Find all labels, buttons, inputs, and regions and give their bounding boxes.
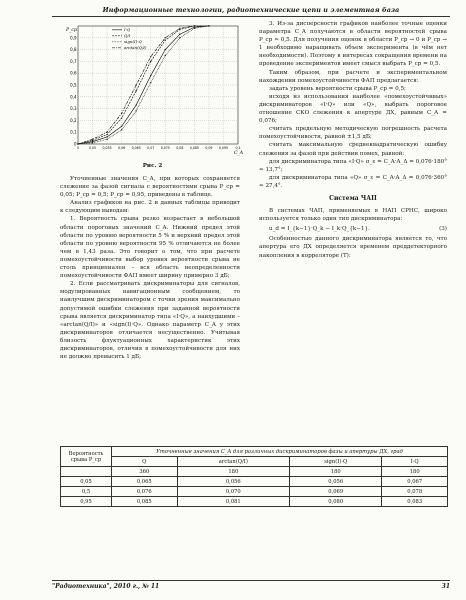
equation: u_d = I_{k−1}·Q_k − I_k·Q_{k−1}. <box>269 226 370 233</box>
series-line-3 <box>78 26 209 144</box>
value-cell: 0,065 <box>112 477 178 487</box>
value-cell: 0,083 <box>382 497 448 507</box>
data-point <box>165 37 166 38</box>
data-point <box>179 37 180 38</box>
legend-label: arctan(Q/I) <box>124 45 147 50</box>
y-tick-label: 0,7 <box>70 58 77 64</box>
paragraph: 2. Если рассматривать дискриминаторы для сигналов, модулированных навигационным сообщением, то наилучшим дискриминатором с точки зрения максимально допустимой ошибки слежения при заданной вероятности срыва является дискриминатор типа «I·Q», а наихудшими – «arctan(Q/I)» и «sign(I)·Q». Однако параметр C_A у этих дискриминаторов отличается несущественно. Учитывая близость флуктуационных характеристик этих дискриминаторов, отличия в помехоустойчивости для них не должно превысить 1 дБ; <box>60 281 240 361</box>
data-point <box>150 82 151 83</box>
value-cell: 0,056 <box>290 477 382 487</box>
table-row <box>61 487 448 497</box>
col-header: Q <box>112 457 178 467</box>
x-tick-label: 0,065 <box>131 146 141 150</box>
right-column <box>259 20 447 260</box>
x-tick-label: 0,095 <box>218 146 229 150</box>
page-number: 31 <box>441 583 450 590</box>
data-point <box>135 110 136 111</box>
data-point <box>92 139 93 140</box>
y-axis-label: P_ср <box>66 28 77 33</box>
left-column <box>60 175 240 361</box>
value-cell: 0,078 <box>382 487 448 497</box>
page-footer <box>52 583 450 590</box>
series-line-0 <box>78 26 209 144</box>
data-point <box>165 39 166 40</box>
y-tick-label: 0,4 <box>70 94 77 100</box>
table-row <box>61 497 448 507</box>
x-tick-label: 0,085 <box>189 146 199 150</box>
row-header-cell: Вероятность срыва P_ср <box>61 447 112 467</box>
x-tick-label: 0,05 <box>88 146 97 150</box>
data-point <box>121 117 122 118</box>
legend-label: Q/I <box>124 33 131 38</box>
x-axis-label: C_A <box>234 151 244 156</box>
data-point <box>194 28 195 29</box>
paragraph: 1. Вероятность срыва резко возрастает в небольшой области пороговых значений C_A. Нижний предел этой области по уровню вероятности 5 % и верхний предел этой области по уровню вероятности 95 % отличаются не более чем в 1,43 раза. Это говорит о том, что при расчете помехоустойчивости выбор уровня вероятности срыва не столь принципиален – вся область неопределенности помехоустойчивости ФАП имеет ширину примерно 3 дБ; <box>60 216 240 280</box>
paragraph: задать уровень вероятности срыва P_ср = 0,5; <box>269 85 406 92</box>
data-point <box>208 25 209 26</box>
data-point <box>135 84 136 85</box>
data-point <box>194 25 195 26</box>
value-cell: 0,080 <box>290 497 382 507</box>
data-point <box>121 126 122 127</box>
y-tick-label: 0 <box>73 141 77 147</box>
x-tick-label: 0,075 <box>160 146 170 150</box>
aperture-cell: 360 <box>112 467 178 477</box>
footer-rule <box>52 580 450 581</box>
value-cell: 0,067 <box>382 477 448 487</box>
prob-cell: 0,05 <box>61 477 112 487</box>
data-point <box>121 113 122 114</box>
data-point <box>77 143 78 144</box>
table-row <box>61 477 448 487</box>
paragraph: Таким образом, при расчете и экспериментальном нахождении помехоустойчивости ФАП предлагается: <box>259 69 447 84</box>
data-point <box>165 55 166 56</box>
x-tick-label: 0,08 <box>176 146 184 150</box>
aperture-cell: 180 <box>290 467 382 477</box>
aperture-cell: 180 <box>177 467 290 477</box>
x-tick-label: 0,1 <box>235 146 241 150</box>
series-line-1 <box>78 26 209 144</box>
value-cell: 0,081 <box>177 497 290 507</box>
paragraph: Уточненные значения C_A, при которых сохраняется слежение за фазой сигнала с вероятностями срыва P_ср = 0,05; P_ср = 0,5; P_ср = 0,95, приведены в таблице. <box>60 176 240 199</box>
paragraph: исходя из использования наиболее «помехоустойчивых» дискриминаторов «I·Q» или «Q», выбрать пороговое отношение СКО слежения к апертуре ДХ, равным C_A = 0,076; <box>259 93 447 125</box>
equation-row <box>269 225 447 233</box>
data-point <box>106 134 107 135</box>
results-table <box>60 446 448 507</box>
paragraph: считать предельную методическую погрешность расчета помехоустойчивости, равной ±1,5 дБ; <box>259 126 447 141</box>
series-line-2 <box>78 26 209 144</box>
aperture-cell: 180 <box>382 467 448 477</box>
x-tick-label: 0,055 <box>102 146 112 150</box>
data-point <box>165 49 166 50</box>
col-header: I·Q <box>382 457 448 467</box>
data-point <box>92 142 93 143</box>
data-point <box>106 136 107 137</box>
paragraph: Анализ графиков на рис. 2 и данных таблицы приводит к следующим выводам: <box>60 200 240 215</box>
figure-chart <box>64 22 242 162</box>
x-tick-label: 0,07 <box>147 146 155 150</box>
figure-caption: Рис. 2 <box>142 163 163 169</box>
x-tick-label: 0,09 <box>205 146 213 150</box>
paragraph: 3. Из-за дисперсности графиков наиболее точные оценки параметра C_A получаются в области вероятностей срыва P_ср ≈ 0,5. Для получения оценок в области P_ср → 0 и P_ср → 1 необходимо наращивать объем эксперимента (в чём нет необходимости). Поэтому в интересах сокращения времени на проведение экспериментов имеет смысл выбрать P_ср = 0,5. <box>259 21 447 68</box>
x-tick-label: 0,06 <box>118 146 126 150</box>
data-point <box>150 75 151 76</box>
header-rule <box>52 16 450 17</box>
y-tick-label: 0,9 <box>70 35 77 41</box>
value-cell: 0,069 <box>290 487 382 497</box>
table-title: Уточненные значения C_A для различных дискриминаторов фазы и апертуры ДХ, град <box>112 447 448 457</box>
paragraph: для дискриминатора типа «Q» σ_ε = C_A·A_Δ = 0,076·360° ≈ 27,4°. <box>259 174 447 189</box>
prob-cell: 0,95 <box>61 497 112 507</box>
prob-cell: 0,5 <box>61 487 112 497</box>
value-cell: 0,056 <box>177 477 290 487</box>
paragraph: Особенностью данного дискриминатора является то, что апертура его ДХ определяется временем преддетекторного накопления в корреляторе (T): <box>259 236 447 259</box>
col-header: arctan(Q/I) <box>177 457 290 467</box>
value-cell: 0,085 <box>112 497 178 507</box>
value-cell: 0,076 <box>112 487 178 497</box>
data-point <box>150 61 151 62</box>
data-point <box>106 139 107 140</box>
data-point <box>135 90 136 91</box>
legend-label: I·Q <box>124 27 131 32</box>
y-tick-label: 0,3 <box>70 106 77 112</box>
paragraph: считать максимальную среднеквадратическую ошибку слежения за фазой при действии помех, равной: <box>259 142 447 157</box>
y-tick-label: 0,8 <box>70 47 77 53</box>
x-tick-label: 0 <box>76 146 80 150</box>
journal-name: "Радиотехника", 2010 г., № 11 <box>52 583 160 590</box>
col-header: sign(I)·Q <box>290 457 382 467</box>
y-tick-label: 0,6 <box>70 70 77 76</box>
data-point <box>179 28 180 29</box>
paragraph: для дискриминатора типа «I·Q» σ_ε = C_A·A_Δ = 0,076·180° ≈ 13,7°; <box>259 158 447 173</box>
y-tick-label: 0,2 <box>70 117 77 123</box>
section-title: Система ЧАП <box>329 194 377 202</box>
running-header: Информационные технологии, радиотехнические цепи и элементная база <box>102 6 400 14</box>
data-point <box>135 104 136 105</box>
paragraph: В системах ЧАП, применяемых в НАП СРНС, широко используется только один тип дискриминатора: <box>259 208 447 223</box>
legend-label: sign(I)·Q <box>124 39 142 44</box>
y-tick-label: 0,5 <box>70 82 77 88</box>
data-point <box>106 132 107 133</box>
y-tick-label: 0,1 <box>70 129 77 135</box>
data-point <box>121 129 122 130</box>
value-cell: 0,070 <box>177 487 290 497</box>
equation-number: (3) <box>439 226 447 233</box>
data-point <box>179 34 180 35</box>
data-point <box>150 56 151 57</box>
